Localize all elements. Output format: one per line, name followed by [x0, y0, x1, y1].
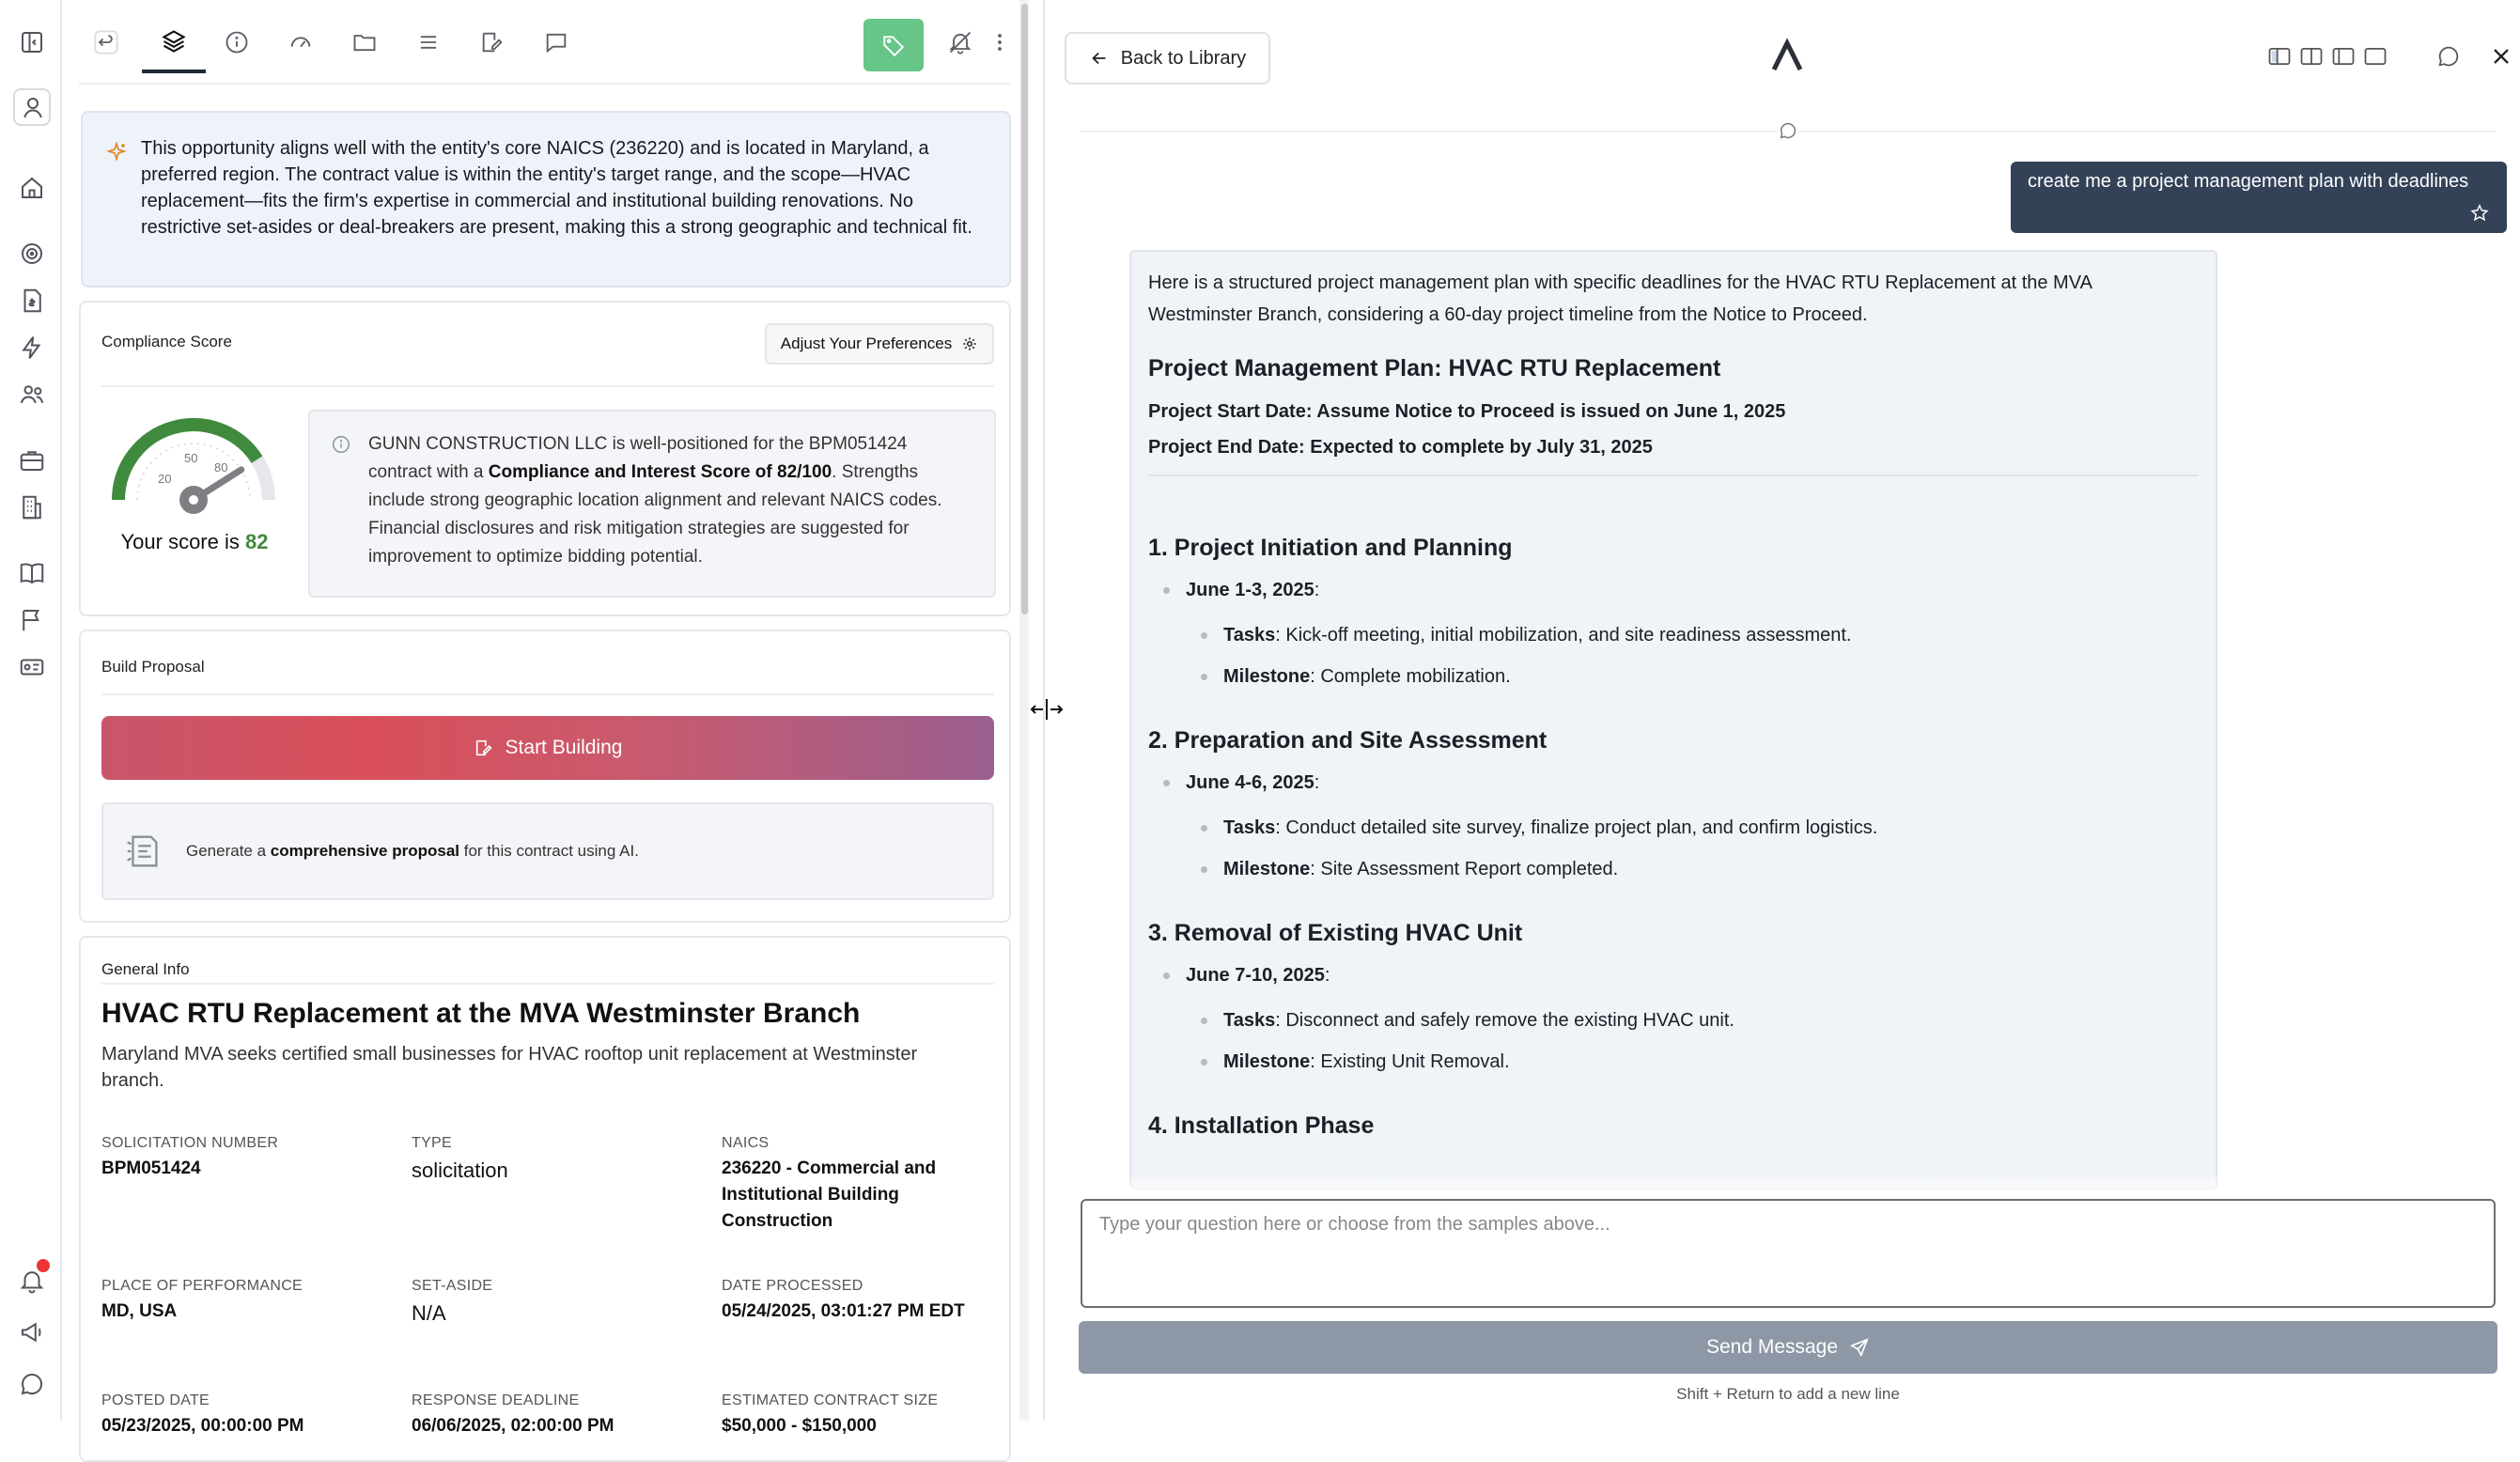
tab-info[interactable] [211, 19, 262, 66]
solicitation-value: BPM051424 [101, 1159, 201, 1178]
megaphone-icon[interactable] [18, 1318, 46, 1346]
plan-end-date: Project End Date: Expected to complete by July 31, 2025 [1148, 437, 1653, 458]
naics-value: 236220 - Commercial and Institutional Building Construction [722, 1159, 937, 1231]
assistant-intro: Here is a structured project management plan with specific deadlines for the HVAC RTU Replacement at the MVA Westminster Branch, considering a 60-day project timeline from the Notice to Proceed. [1148, 272, 2092, 325]
deadline-value: 06/06/2025, 02:00:00 PM [412, 1416, 614, 1436]
score-value: 82 [245, 530, 269, 553]
edit-icon [474, 738, 494, 758]
back-to-library-button[interactable] [1065, 32, 1270, 85]
start-building-label: Start Building [505, 737, 623, 758]
build-divider [101, 693, 994, 695]
compliance-divider [101, 385, 994, 387]
section-3-milestone-item [1148, 1049, 2199, 1075]
tab-folder[interactable] [339, 19, 390, 66]
undo-icon [93, 29, 119, 55]
type-label: TYPE [412, 1135, 452, 1151]
milestone-label: Milestone [1223, 666, 1311, 687]
naics-label: NAICS [722, 1135, 770, 1151]
generate-part1: Generate a [186, 842, 271, 860]
layout-right-icon[interactable] [2330, 43, 2357, 70]
bell-off-icon [947, 29, 973, 55]
edit-icon [479, 29, 506, 55]
lightning-icon[interactable] [18, 334, 46, 362]
setaside-value: N/A [412, 1301, 446, 1325]
chat-bubble-icon[interactable] [2435, 43, 2462, 70]
plan-title: Project Management Plan: HVAC RTU Replacement [1148, 355, 1721, 381]
list-icon [415, 29, 442, 55]
close-icon[interactable] [2488, 43, 2514, 70]
tag-button[interactable] [863, 19, 924, 71]
deadline-label: RESPONSE DEADLINE [412, 1392, 580, 1408]
section-2-milestone-item [1148, 856, 2199, 882]
solicitation-label: SOLICITATION NUMBER [101, 1135, 279, 1151]
section-1-tasks: : Kick-off meeting, initial mobilization, and site readiness assessment. [1275, 625, 1852, 645]
resize-handle-icon[interactable] [1028, 697, 1066, 722]
tab-list[interactable] [403, 19, 454, 66]
mute-button[interactable] [935, 19, 986, 66]
compliance-card [79, 301, 1011, 616]
notification-dot [37, 1259, 50, 1272]
opportunity-panel [64, 0, 1019, 1436]
score-readout [96, 530, 293, 554]
users-icon[interactable] [18, 381, 46, 409]
plan-divider [1148, 474, 2199, 476]
opportunity-description: Maryland MVA seeks certified small businesses for HVAC rooftop unit replacement at Westminster branch. [101, 1044, 918, 1091]
tasks-label: Tasks [1223, 817, 1276, 838]
adjust-preferences-label: Adjust Your Preferences [780, 334, 953, 352]
assistant-message [1129, 250, 2217, 1190]
book-icon[interactable] [18, 559, 46, 587]
place-field [101, 1278, 393, 1325]
gauge-icon [288, 29, 314, 55]
chat-input-placeholder: Type your question here or choose from the samples above... [1099, 1214, 1610, 1235]
tab-undo[interactable] [81, 19, 132, 66]
chat-input[interactable] [1081, 1199, 2496, 1308]
layout-split-icon[interactable] [2298, 43, 2325, 70]
star-icon[interactable] [2469, 203, 2490, 224]
building-icon[interactable] [18, 493, 46, 521]
id-card-icon[interactable] [18, 653, 46, 681]
start-building-button[interactable] [101, 716, 994, 780]
generate-text [186, 842, 639, 861]
flag-icon[interactable] [18, 606, 46, 634]
document-ai-icon [122, 830, 165, 873]
score-desc-bold: Compliance and Interest Score of 82/100 [488, 462, 832, 482]
build-proposal-title: Build Proposal [101, 658, 205, 676]
folder-icon [351, 29, 378, 55]
section-2-title: 2. Preparation and Site Assessment [1148, 727, 1548, 754]
deadline-field [412, 1392, 703, 1439]
generate-part2: for this contract using AI. [459, 842, 639, 860]
section-3-milestone: : Existing Unit Removal. [1310, 1051, 1510, 1072]
tasks-label: Tasks [1223, 625, 1276, 645]
ai-summary-box [81, 111, 1011, 288]
section-1-title: 1. Project Initiation and Planning [1148, 535, 1513, 561]
chat-icon[interactable] [18, 1370, 46, 1398]
message-fade [1129, 1176, 2217, 1201]
section-3-date-item: June 7-10, 2025: [1148, 962, 2199, 988]
gear-icon [961, 335, 978, 352]
user-message-text: create me a project management plan with deadlines [2028, 171, 2469, 192]
place-label: PLACE OF PERFORMANCE [101, 1278, 303, 1294]
plan-start-date: Project Start Date: Assume Notice to Proceed is issued on June 1, 2025 [1148, 401, 1786, 422]
section-2-date: June 4-6, 2025 [1186, 772, 1314, 793]
section-3-tasks-item [1148, 1007, 2199, 1034]
icon-rail [0, 0, 62, 1421]
posted-value: 05/23/2025, 00:00:00 PM [101, 1416, 304, 1436]
type-value: solicitation [412, 1159, 508, 1182]
more-vertical-icon [987, 29, 1013, 55]
section-4-title: 4. Installation Phase [1148, 1112, 1375, 1139]
generate-proposal-box [101, 802, 994, 900]
general-info-title: General Info [101, 960, 190, 978]
score-description-box [308, 410, 996, 598]
size-value: $50,000 - $150,000 [722, 1416, 877, 1436]
send-message-label: Send Message [1705, 1336, 1839, 1358]
setaside-label: SET-ASIDE [412, 1278, 493, 1294]
briefcase-icon[interactable] [18, 446, 46, 474]
ai-summary-text: This opportunity aligns well with the entity's core NAICS (236220) and is located in Maryland, a preferred region. The contract value is within the entity's target range, and the scope—HVAC replacement—fits the firm's expertise in commercial and institutional building renovations. No restrictive set-asides or deal-breakers are present, making this a strong geographic and technical fit. [141, 138, 972, 238]
back-to-library-label: Back to Library [1120, 47, 1247, 69]
comment-icon [543, 29, 569, 55]
user-message [2011, 162, 2507, 233]
arrow-left-icon [1089, 48, 1110, 69]
gauge-tick-20: 20 [158, 472, 172, 486]
tab-gauge[interactable] [275, 19, 326, 66]
info-icon [331, 434, 351, 455]
section-2-tasks: : Conduct detailed site survey, finalize project plan, and confirm logistics. [1275, 817, 1878, 838]
section-1-milestone: : Complete mobilization. [1310, 666, 1511, 687]
type-field [412, 1135, 703, 1186]
compliance-title: Compliance Score [101, 333, 232, 350]
score-desc-part1: GUNN CONSTRUCTION LLC is well-positioned for the BPM051424 contract with a [368, 434, 908, 482]
info-icon [224, 29, 250, 55]
naics-field [722, 1135, 994, 1235]
adjust-preferences-button[interactable] [765, 323, 994, 365]
build-proposal-card [79, 630, 1011, 923]
more-menu-button[interactable] [986, 19, 1014, 66]
sidebar-toggle-icon[interactable] [18, 28, 46, 56]
input-hint: Shift + Return to add a new line [1676, 1385, 1900, 1403]
section-3-tasks: : Disconnect and safely remove the existing HVAC unit. [1275, 1010, 1734, 1031]
send-message-button[interactable] [1079, 1321, 2497, 1374]
size-label: ESTIMATED CONTRACT SIZE [722, 1392, 939, 1408]
section-2-tasks-item [1148, 815, 2199, 841]
home-icon[interactable] [18, 174, 46, 202]
posted-label: POSTED DATE [101, 1392, 210, 1408]
document-dollar-icon[interactable] [18, 287, 46, 315]
milestone-label: Milestone [1223, 1051, 1311, 1072]
tab-layers[interactable] [142, 19, 206, 73]
send-icon [1849, 1337, 1870, 1358]
section-1-date: June 1-3, 2025 [1186, 580, 1314, 600]
layout-full-icon[interactable] [2362, 43, 2388, 70]
opportunity-heading: HVAC RTU Replacement at the MVA Westminster Branch [101, 998, 861, 1029]
setaside-field [412, 1278, 703, 1329]
section-3-date: June 7-10, 2025 [1186, 965, 1325, 986]
processed-value: 05/24/2025, 03:01:27 PM EDT [722, 1301, 965, 1321]
milestone-label: Milestone [1223, 859, 1311, 879]
section-1-tasks-item [1148, 622, 2199, 648]
gauge-hub-center [189, 495, 198, 505]
tab-edit[interactable] [467, 19, 518, 66]
section-2-milestone: : Site Assessment Report completed. [1310, 859, 1619, 879]
generate-bold: comprehensive proposal [270, 842, 460, 860]
tag-icon [881, 33, 906, 57]
brand-logo [1768, 38, 1806, 73]
tab-comments[interactable] [531, 19, 582, 66]
gauge-tick-80: 80 [214, 460, 228, 474]
message-divider-icon [1778, 120, 1798, 141]
toolbar-divider [79, 83, 1011, 85]
user-icon[interactable] [13, 88, 51, 126]
section-1-date-item: June 1-3, 2025: [1148, 577, 2199, 603]
target-icon[interactable] [18, 240, 46, 268]
score-gauge [101, 404, 286, 515]
size-field [722, 1392, 994, 1439]
general-info-card [79, 936, 1011, 1462]
sparkle-icon [105, 141, 128, 163]
score-prefix: Your score is [120, 530, 240, 553]
tasks-label: Tasks [1223, 1010, 1276, 1031]
section-3-title: 3. Removal of Existing HVAC Unit [1148, 920, 1523, 946]
layout-left-icon[interactable] [2266, 43, 2293, 70]
section-2-date-item: June 4-6, 2025: [1148, 770, 2199, 796]
solicitation-field [101, 1135, 393, 1182]
place-value: MD, USA [101, 1301, 178, 1321]
processed-label: DATE PROCESSED [722, 1278, 863, 1294]
section-1-milestone-item [1148, 663, 2199, 690]
general-divider [101, 983, 994, 985]
gauge-tick-50: 50 [184, 451, 198, 465]
layers-icon [161, 28, 187, 54]
processed-field [722, 1278, 994, 1325]
score-desc-part2: . Strengths include strong geographic location alignment and relevant NAICS codes. Financial disclosures and risk mitigation strategies are suggested for improvement to optimize bidding potential. [368, 462, 942, 567]
left-scrollbar-thumb[interactable] [1021, 4, 1028, 614]
posted-field [101, 1392, 393, 1439]
